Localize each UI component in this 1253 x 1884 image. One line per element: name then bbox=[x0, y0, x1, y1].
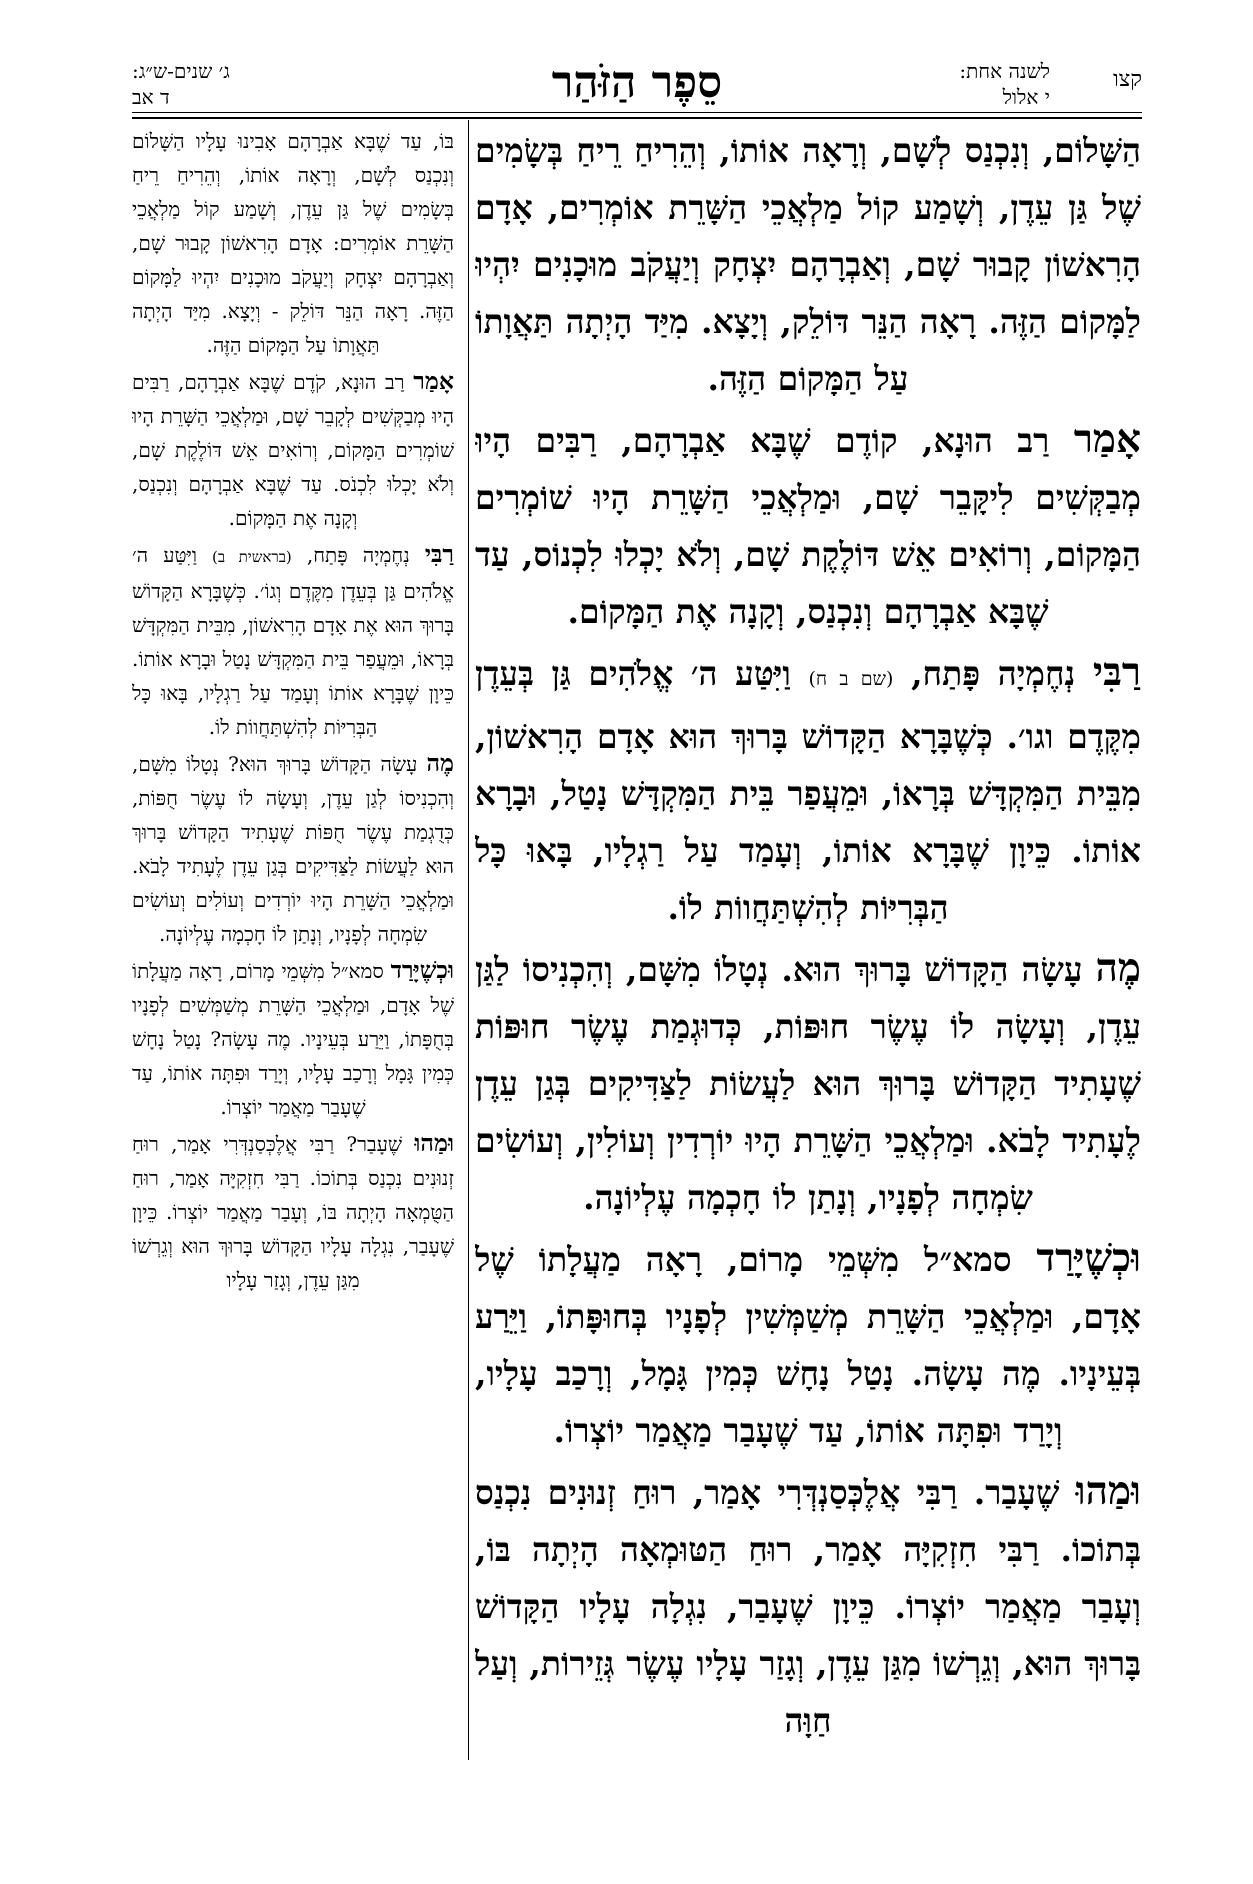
opening-word: אָמַר bbox=[413, 367, 454, 395]
translation-paragraph-text: וַיִּטַּע ה׳ אֱלֹהִים גַּן בְּעֵדֶן מִקֶּדֶם וְגוֹ׳. כְּשֶׁבָּרָא הַקָּדוֹשׁ בָּרוּךְ הוּא אֶת אָדָם הָרִאשׁוֹן, מִבֵּית הַמִּקְדָּשׁ בְּרָאוֹ, וּמֵעֲפַר בֵּית הַמִּקְדָּשׁ נָטַל וּבָרָא אוֹתוֹ. כֵּיוָן שֶׁבָּרָא אוֹתוֹ וְעָמַד עַל רַגְלָיו, בָּאוּ כָּל הַבְּרִיּוֹת לְהִשְׁתַּחֲווֹת לוֹ. bbox=[132, 543, 454, 739]
opening-word: מֶה bbox=[426, 749, 454, 777]
daily-schedule-label: לשנה אחת: bbox=[959, 59, 1050, 83]
header-rule-thin bbox=[132, 112, 1142, 113]
opening-word: וּכְשֶׁיָּרַד bbox=[390, 956, 454, 984]
translation-paragraph bbox=[132, 1126, 454, 1297]
column-divider bbox=[468, 120, 469, 1760]
main-paragraph-text: סמא״ל מִשְּׁמֵי מָרוֹם, רָאָה מַעֲלָתוֹ שֶׁל אָדָם, וּמַלְאֲכֵי הַשָּׁרֵת מְשַׁמְּשִׁין לְפָנָיו בְּחוּפָּתוֹ, וַיֵּרַע בְּעֵינָיו. מֶה עָשָׂה. נָטַל נָחָשׁ כְּמִין גָּמָל, וְרָכַב עָלָיו, וְיָרַד וּפִתָּה אוֹתוֹ, עַד שֶׁעָבַר מַאֲמַר יוֹצְרוֹ. bbox=[475, 1240, 1141, 1450]
translation-paragraph bbox=[132, 746, 454, 951]
main-paragraph bbox=[475, 1463, 1141, 1749]
opening-word: רַבִּי bbox=[424, 540, 454, 568]
book-title: סֵפֶר הַזֹּהַר bbox=[551, 57, 723, 108]
main-paragraph bbox=[475, 122, 1141, 407]
opening-word: וּמַהוּ bbox=[1075, 1468, 1141, 1514]
opening-word: רַבִּי bbox=[1092, 649, 1141, 695]
main-paragraph-text: וַיִּטַּע ה׳ אֱלֹהִים גַּן בְּעֵדֶן מִקֶּדֶם וגו׳. כְּשֶׁבָּרָא הַקָּדוֹשׁ בָּרוּךְ הוּא אָדָם הָרִאשׁוֹן, מִבֵּית הַמִּקְדָּשׁ בְּרָאוֹ, וּמֵעֲפַר בֵּית הַמִּקְדָּשׁ נָטַל, וּבָרָא אוֹתוֹ. כֵּיוָן שֶׁבָּרָא אוֹתוֹ, וְעָמַד עַל רַגְלָיו, בָּאוּ כָּל הַבְּרִיּוֹת לְהִשְׁתַּחֲווֹת לוֹ. bbox=[475, 654, 1141, 927]
three-year-schedule bbox=[132, 58, 230, 110]
verse-reference: (בראשית ב) bbox=[212, 548, 292, 566]
verse-reference: (שם ב ח) bbox=[808, 668, 894, 690]
translation-paragraph-text: נְחֶמְיָה פָּתַח, bbox=[291, 543, 425, 567]
translation-paragraph bbox=[132, 953, 454, 1124]
translation-paragraph-text: סמא״ל מִשְּׁמֵי מָרוֹם, רָאָה מַעֲלָתוֹ שֶׁל אָדָם, וּמַלְאֲכֵי הַשָּׁרֵת מְשַׁמְּשִׁים לְפָנָיו בְּחֻפָּתוֹ, וַיֵּרַע בְּעֵינָיו. מֶה עָשָׂה? נָטַל נָחָשׁ כְּמִין גָּמָל וְרָכַב עָלָיו, וְיָרַד וּפִתָּה אוֹתוֹ, עַד שֶׁעָבַר מַאֲמַר יוֹצְרוֹ. bbox=[132, 959, 454, 1119]
folio-number: קצו bbox=[1113, 67, 1142, 92]
main-paragraph bbox=[475, 1230, 1141, 1459]
main-paragraph-text: רַב הוּנָא, קוֹדֶם שֶׁבָּא אַבְרָהָם, רַבִּים הָיוּ מְבַקְּשִׁים לִיקָּבֵר שָׁם, וּמַלְאֲכֵי הַשָּׁרֵת הָיוּ שׁוֹמְרִים הַמָּקוֹם, וְרוֹאִים אֵשׁ דּוֹלֶקֶת שָׁם, וְלֹא יָכְלוּ לִכְנוֹס, עַד שֶׁבָּא אַבְרָהָם וְנִכְנַס, וְקָנָה אֶת הַמָּקוֹם. bbox=[475, 421, 1141, 631]
opening-word: וּמַהוּ bbox=[414, 1129, 454, 1157]
header-rule-thick bbox=[132, 117, 1142, 119]
translation-column bbox=[132, 124, 454, 1764]
opening-word: אָמַר bbox=[1073, 416, 1141, 462]
translation-paragraph bbox=[132, 364, 454, 535]
translation-paragraph bbox=[132, 124, 454, 362]
page-header bbox=[132, 54, 1142, 116]
translation-paragraph-text: רַב הוּנָא, קֹדֶם שֶׁבָּא אַבְרָהָם, רַבִּים הָיוּ מְבַקְּשִׁים לְקָבֵר שָׁם, וּמַלְאֲכֵי הַשָּׁרֵת הָיוּ שׁוֹמְרִים הַמָּקוֹם, וְרוֹאִים אֵשׁ דּוֹלֶקֶת שָׁם, וְלֹא יָכְלוּ לִכְנֹס. עַד שֶׁבָּא אַבְרָהָם וְנִכְנַס, וְקָנָה אֶת הַמָּקוֹם. bbox=[132, 370, 454, 530]
main-paragraph-text: נְחֶמְיָה פָּתַח, bbox=[893, 654, 1093, 693]
main-paragraph-text: עָשָׂה הַקָּדוֹשׁ בָּרוּךְ הוּא. נְטָלוֹ מִשָּׁם, וְהִכְנִיסוֹ לַגַּן עֵדֶן, וְעָשָׂה לוֹ עֶשֶׂר חוּפּוֹת, כְּדוּגְמַת עֶשֶׂר חוּפּוֹת שֶׁעָתִיד הַקָּדוֹשׁ בָּרוּךְ הוּא לַעֲשׂוֹת לַצַּדִּיקִים בְּגַן עֵדֶן לֶעָתִיד לָבֹא. וּמַלְאֲכֵי הַשָּׁרֵת הָיוּ יוֹרְדִין וְעוֹלִין, וְעוֹשִׂים שִׂמְחָה לְפָנָיו, וְנָתַן לוֹ חָכְמָה עֶלְיוֹנָה. bbox=[475, 950, 1141, 1217]
main-paragraph bbox=[475, 644, 1141, 936]
main-paragraph bbox=[475, 940, 1141, 1226]
translation-paragraph bbox=[132, 537, 454, 744]
main-paragraph-text: שֶׁעָבַר. רַבִּי אֲלֶכְּסַנְדְּרִי אָמַר, רוּחַ זְנוּנִים נִכְנַס בְּתוֹכוֹ. רַבִּי חִזְקִיָּה אָמַר, רוּחַ הַטּוּמְאָה הָיְתָה בּוֹ, וְעָבַר מַאֲמַר יוֹצְרוֹ. כֵּיוָן שֶׁעָבַר, נִגְלָה עָלָיו הַקָּדוֹשׁ בָּרוּךְ הוּא, וְגֵרְשׁוֹ מִגַּן עֵדֶן, וְגָזַר עָלָיו עֶשֶׂר גְּזֵירוֹת, וְעַל חַוָּה bbox=[475, 1473, 1141, 1740]
translation-paragraph-text: בּוֹ, עַד שֶׁבָּא אַבְרָהָם אָבִינוּ עָלָיו הַשָּׁלוֹם וְנִכְנַס לְשָׁם, וְרָאָה אוֹתוֹ, וְהֵרִיחַ רֵיחַ בְּשָׂמִים שֶׁל גַּן עֵדֶן, וְשָׁמַע קוֹל מַלְאֲכֵי הַשָּׁרֵת אוֹמְרִים: אָדָם הָרִאשׁוֹן קָבוּר שָׁם, וְאַבְרָהָם יִצְחָק וְיַעֲקֹב מוּכָנִים יִהְיוּ לַמָּקוֹם הַזֶּה. רָאָה הַנֵּר דּוֹלֵק - וְיָצָא. מִיַּד הָיְתָה תַּאֲוָתוֹ עַל הַמָּקוֹם הַזֶּה. bbox=[132, 129, 454, 357]
translation-paragraph-text: עָשָׂה הַקָּדוֹשׁ בָּרוּךְ הוּא? נְטָלוֹ מִשָּׁם, וְהִכְנִיסוֹ לְגַן עֵדֶן, וְעָשָׂה לוֹ עֶשֶׂר חֻפּוֹת, כְּדֻגְמַת עֶשֶׂר חֻפּוֹת שֶׁעָתִיד הַקָּדוֹשׁ בָּרוּךְ הוּא לַעֲשׂוֹת לַצַּדִּיקִים בְּגַן עֵדֶן לֶעָתִיד לָבֹא. וּמַלְאֲכֵי הַשָּׁרֵת הָיוּ יוֹרְדִים וְעוֹלִים וְעוֹשִׂים שִׂמְחָה לְפָנָיו, וְנָתַן לוֹ חָכְמָה עֶלְיוֹנָה. bbox=[132, 752, 454, 946]
three-year-schedule-label: ג׳ שנים-ש״ג: bbox=[132, 59, 230, 83]
opening-word: וּכְשֶׁיָּרַד bbox=[1036, 1235, 1141, 1281]
three-year-schedule-date: ד אב bbox=[132, 85, 170, 109]
main-paragraph bbox=[475, 411, 1141, 640]
main-paragraph-text: הַשָּׁלוֹם, וְנִכְנַס לְשָׁם, וְרָאָה אוֹתוֹ, וְהֵרִיחַ רֵיחַ בְּשָׂמִים שֶׁל גַּן עֵדֶן, וְשָׁמַע קוֹל מַלְאֲכֵי הַשָּׁרֵת אוֹמְרִים, אָדָם הָרִאשׁוֹן קָבוּר שָׁם, וְאַבְרָהָם יִצְחָק וְיַעֲקֹב מוּכָנִים יִהְיוּ לַמָּקוֹם הַזֶּה. רָאָה הַנֵּר דּוֹלֵק, וְיָצָא. מִיַּד הָיְתָה תַּאֲוָתוֹ עַל הַמָּקוֹם הַזֶּה. bbox=[475, 131, 1141, 398]
opening-word: מֶה bbox=[1095, 945, 1141, 991]
daily-schedule-date: י אלול bbox=[1002, 85, 1050, 109]
main-text-column bbox=[475, 122, 1141, 1762]
translation-paragraph-text: שֶׁעָבַר? רַבִּי אֲלֶכְּסַנְדְּרִי אָמַר, רוּחַ זְנוּנִים נִכְנַס בְּתוֹכוֹ. רַבִּי חִזְקִיָּה אָמַר, רוּחַ הַטֻּמְאָה הָיְתָה בּוֹ, וְעָבַר מַאֲמַר יוֹצְרוֹ. כֵּיוָן שֶׁעָבַר, נִגְלָה עָלָיו הַקָּדוֹשׁ בָּרוּךְ הוּא וְגֵרְשׁוֹ מִגַּן עֵדֶן, וְגָזַר עָלָיו bbox=[132, 1132, 454, 1292]
